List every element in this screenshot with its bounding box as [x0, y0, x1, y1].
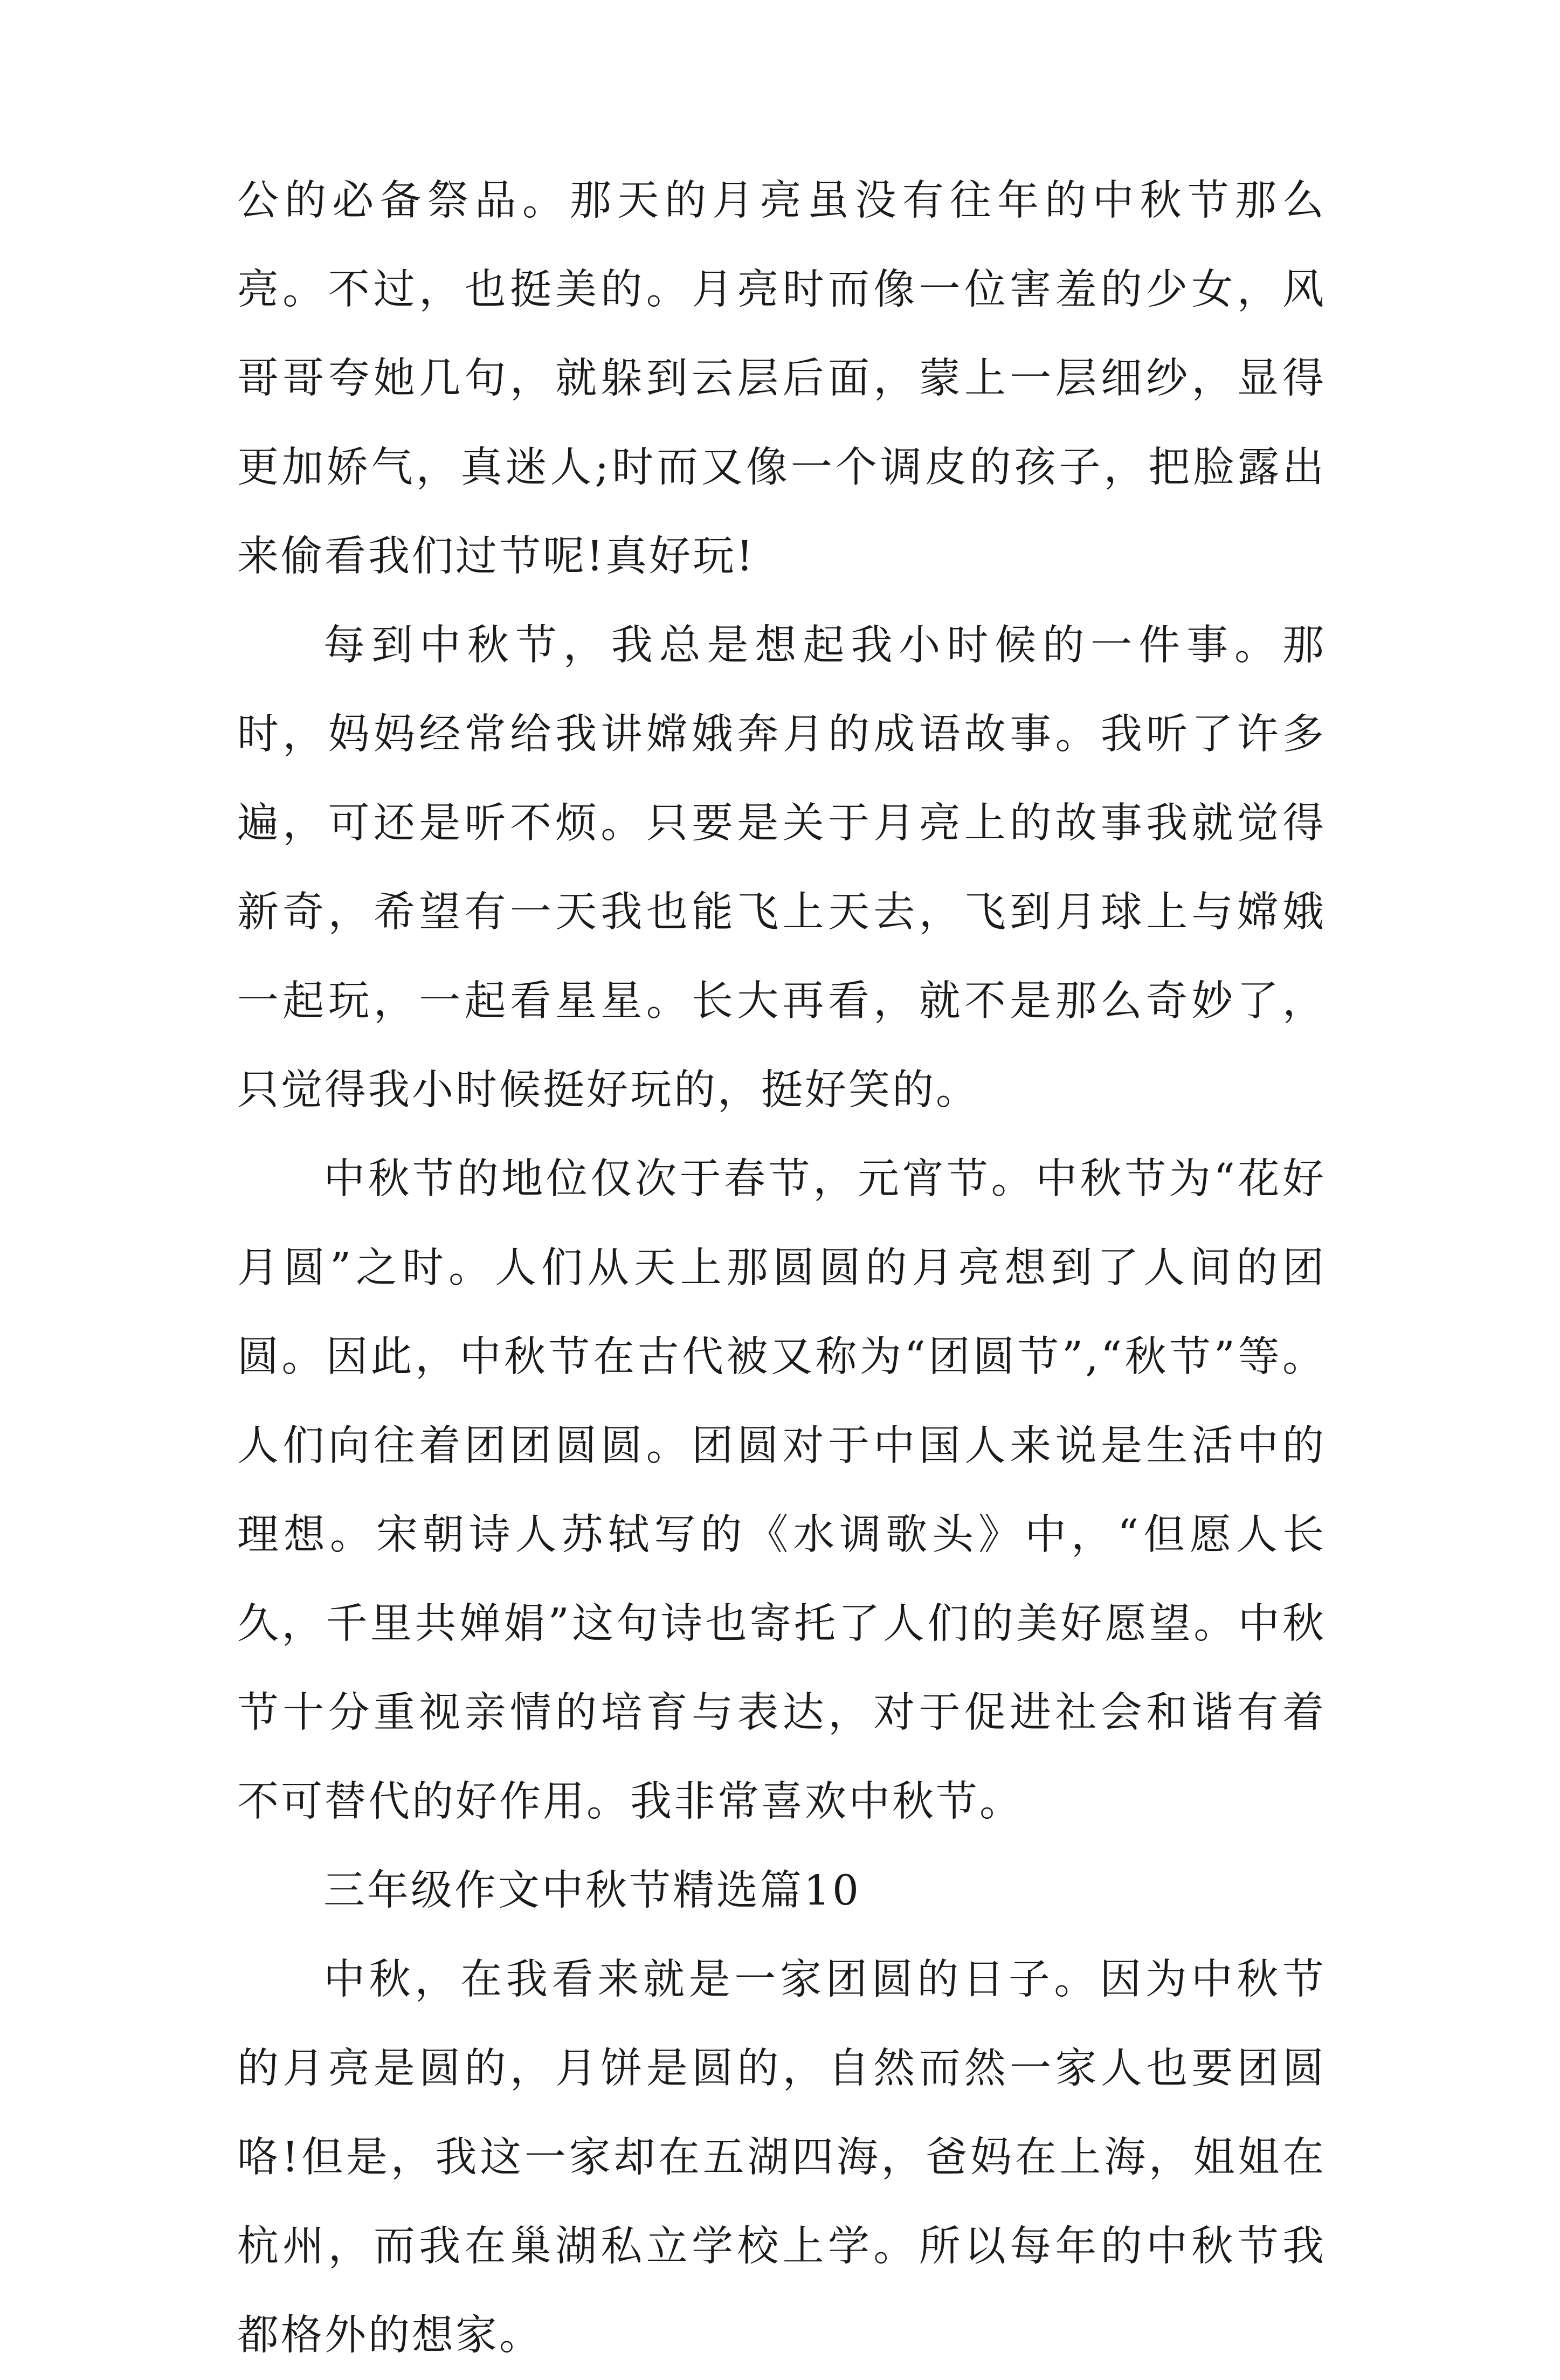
paragraph-continuation: 公的必备祭品。那天的月亮虽没有往年的中秋节那么亮。不过，也挺美的。月亮时而像一位害羞的少女，风哥哥夸她几句，就躲到云层后面，蒙上一层细纱，显得更加娇气，真迷人;时而又像一个调皮的孩子，把脸露出来偷看我们过节呢!真好玩!: [237, 177, 1326, 581]
paragraph-family-reunion: 中秋，在我看来就是一家团圆的日子。因为中秋节的月亮是圆的，月饼是圆的，自然而然一家人也要团圆咯!但是，我这一家却在五湖四海，爸妈在上海，姐姐在杭州，而我在巢湖私立学校上学。所以每年的中秋节我都格外的想家。: [237, 1956, 1326, 2360]
paragraph-childhood-memory: 每到中秋节，我总是想起我小时候的一件事。那时，妈妈经常给我讲嫦娥奔月的成语故事。我听了许多遍，可还是听不烦。只要是关于月亮上的故事我就觉得新奇，希望有一天我也能飞上天去，飞到月球上与嫦娥一起玩，一起看星星。长大再看，就不是那么奇妙了，只觉得我小时候挺好玩的，挺好笑的。: [237, 622, 1326, 1114]
document-body: [237, 156, 1326, 2380]
paragraph-festival-status: 中秋节的地位仅次于春节，元宵节。中秋节为“花好月圆”之时。人们从天上那圆圆的月亮想到了人间的团圆。因此，中秋节在古代被又称为“团圆节”,“秋节”等。人们向往着团团圆圆。团圆对于中国人来说是生活中的理想。宋朝诗人苏轼写的《水调歌头》中，“但愿人长久，千里共婵娟”这句诗也寄托了人们的美好愿望。中秋节十分重视亲情的培育与表达，对于促进社会和谐有着不可替代的好作用。我非常喜欢中秋节。: [237, 1155, 1326, 1826]
section-heading: 三年级作文中秋节精选篇10: [323, 1867, 861, 1915]
